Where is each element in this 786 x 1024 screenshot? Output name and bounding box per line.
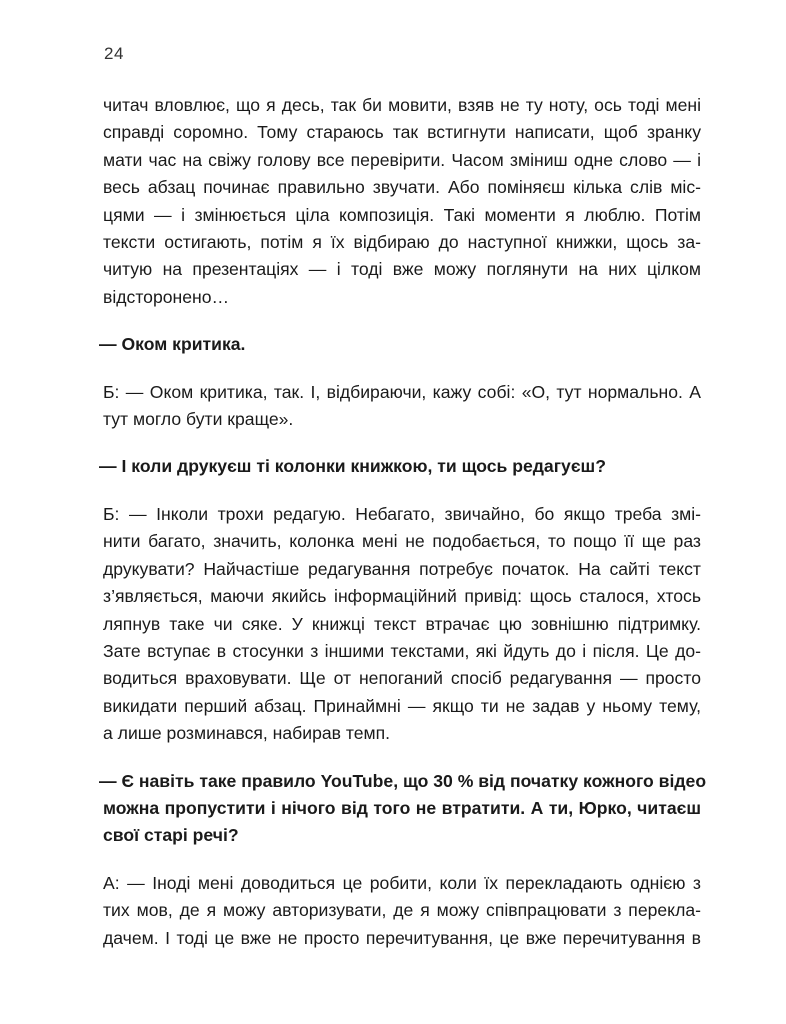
text-line: Б: — Оком критика, так. І, відбираючи, кажу собі: «О, тут нормально. А [103, 381, 701, 402]
paragraph [103, 870, 701, 952]
question-line: — І коли друкуєш ті колонки книжкою, ти щось редагуєш? [99, 456, 606, 477]
question-line: — Є навіть таке правило YouTube, що 30 % від початку кожного відео [99, 770, 707, 791]
paragraph [103, 379, 701, 434]
text-line: ляпнув таке чи сяке. У книжці текст втрачає цю зовнішню підтримку. [103, 613, 701, 634]
text-line: цями — і змінюється ціла композиція. Такі моменти я люблю. Потім [103, 204, 701, 225]
text-line: водиться враховувати. Ще от непоганий спосіб редагування — просто [103, 668, 701, 689]
text-line: нити багато, значить, колонка мені не подобається, то пощо її ще раз [103, 531, 701, 552]
paragraph [103, 92, 701, 311]
interviewer-question [99, 453, 701, 480]
text-line: мати час на свіжу голову все перевірити. Часом зміниш одне слово — і [103, 149, 701, 170]
page-number: 24 [104, 44, 124, 63]
interviewer-question [99, 768, 707, 850]
page-body [99, 92, 707, 952]
text-line: а лише розминався, набирав темп. [103, 723, 391, 744]
question-line: можна пропустити і нічого від того не втратити. А ти, Юрко, читаєш [103, 797, 701, 818]
text-line: А: — Іноді мені доводиться це робити, коли їх перекладають однією з [103, 872, 701, 893]
text-line: викидати перший абзац. Принаймні — якщо ти не задав у ньому тему, [103, 695, 701, 716]
interviewer-question [99, 331, 701, 358]
text-line: дачем. І тоді це вже не просто перечитування, це вже перечитування в [103, 927, 701, 948]
text-line: Зате вступає в стосунки з іншими текстами, які йдуть до і після. Це до- [103, 640, 701, 661]
text-line: справді соромно. Тому стараюсь так встигнути написати, щоб зранку [103, 122, 701, 143]
text-line: тексти остигають, потім я їх відбираю до наступної книжки, щось за- [103, 232, 701, 253]
text-line: друкувати? Найчастіше редагування потребує початок. На сайті текст [103, 558, 701, 579]
question-line: — Оком критика. [99, 334, 246, 355]
text-line: Б: — Інколи трохи редагую. Небагато, звичайно, бо якщо треба змі- [103, 503, 701, 524]
text-line: тих мов, де я можу авторизувати, де я можу співпрацювати з перекла- [103, 900, 701, 921]
text-line: тут могло бути краще». [103, 409, 294, 430]
text-line: читач вловлює, що я десь, так би мовити, взяв не ту ноту, ось тоді мені [103, 95, 701, 115]
question-line: свої старі речі? [103, 825, 239, 846]
text-line: з’являється, маючи якийсь інформаційний привід: щось сталося, хтось [103, 586, 701, 607]
text-line: читую на презентаціях — і тоді вже можу поглянути на них цілком [103, 259, 701, 280]
text-line: відсторонено… [103, 286, 230, 307]
text-line: весь абзац починає правильно звучати. Або поміняєш кілька слів міс- [103, 177, 701, 198]
paragraph [103, 501, 701, 748]
